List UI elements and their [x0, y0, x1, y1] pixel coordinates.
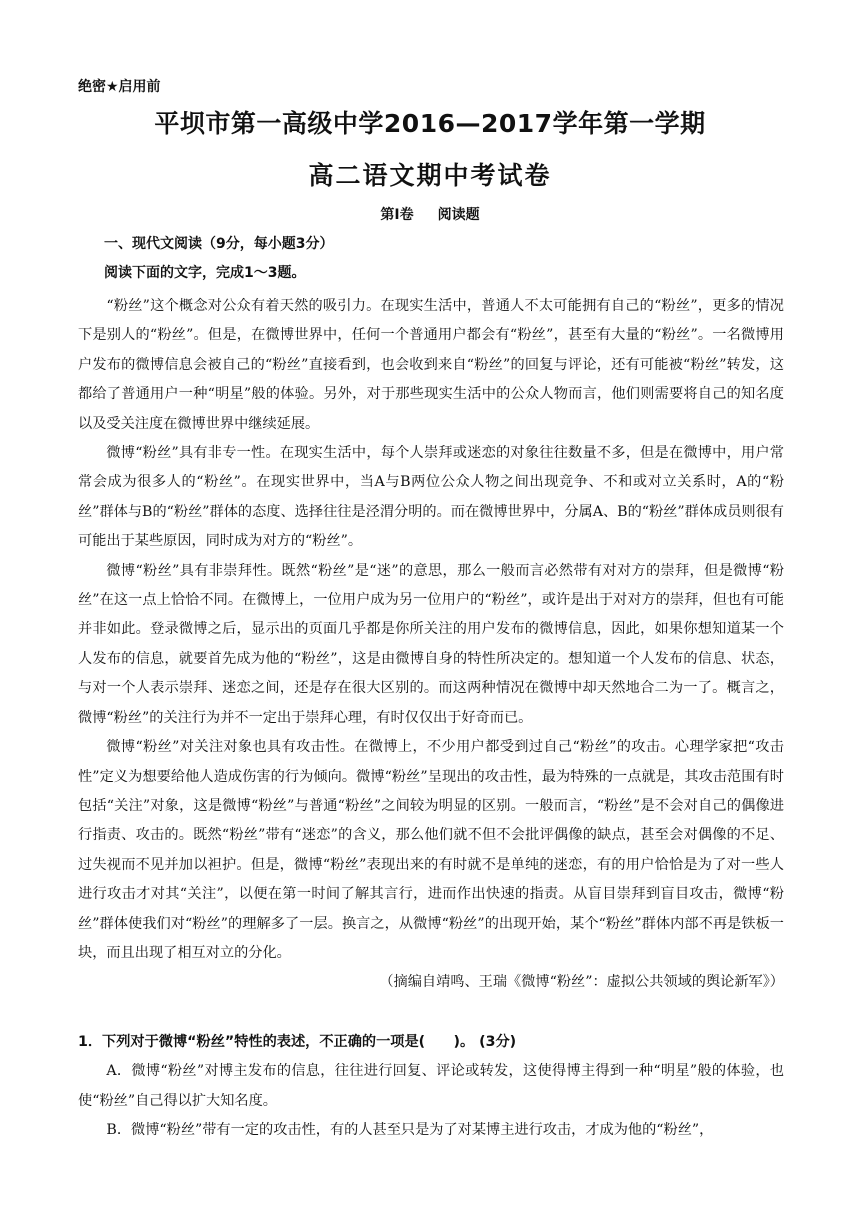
question-1-stem: 1．下列对于微博“粉丝”特性的表述，不正确的一项是( )。 (3分) — [78, 1034, 517, 1050]
volume-heading — [0, 204, 860, 224]
passage-paragraph: 微博“粉丝”对关注对象也具有攻击性。在微博上，不少用户都受到过自己“粉丝”的攻击。心理学家把“攻击性”定义为想要给他人造成伤害的行为倾向。微博“粉丝”呈现出的攻击性，最为特殊的一点就是，其攻击范围有时包括“关注”对象，这是微博“粉丝”与普通“粉丝”之间较为明显的区别。一般而言，“粉丝”是不会对自己的偶像进行指责、攻击的。既然“粉丝”带有“迷恋”的含义，那么他们就不但不会批评偶像的缺点，甚至会对偶像的不足、过失视而不见并加以袒护。但是，微博“粉丝”表现出来的有时就不是单纯的迷恋，有的用户恰恰是为了对一些人进行攻击才对其“关注”，以便在第一时间了解其言行，进而作出快速的指责。从盲目崇拜到盲目攻击，微博“粉丝”群体使我们对“粉丝”的理解多了一层。换言之，从微博“粉丝”的出现开始，某个“粉丝”群体内部不再是铁板一块，而且出现了相互对立的分化。 — [78, 739, 784, 961]
section-heading: 一、现代文阅读（9分，每小题3分） — [104, 236, 334, 252]
volume-name: 阅读题 — [437, 207, 480, 223]
passage-paragraph: 微博“粉丝”具有非专一性。在现实生活中，每个人崇拜或迷恋的对象往往数量不多，但是在微博中，用户常常会成为很多人的“粉丝”。在现实世界中，当A与B两位公众人物之间出现竞争、不和或对立关系时，A的“粉丝”群体与B的“粉丝”群体的态度、选择往往是泾渭分明的。而在微博世界中，分属A、B的“粉丝”群体成员则很有可能出于某些原因，同时成为对方的“粉丝”。 — [78, 445, 784, 550]
reading-instruction: 阅读下面的文字，完成1～3题。 — [104, 265, 306, 281]
reading-passage — [78, 292, 784, 998]
passage-source: （摘编自靖鸣、王瑞《微博“粉丝”：虚拟公共领域的舆论新军》） — [379, 974, 784, 991]
question-1 — [78, 1028, 784, 1146]
exam-title-subject: 高二语文期中考试卷 — [308, 161, 552, 190]
secret-label: 绝密★启用前 — [78, 79, 161, 95]
volume-number: 第Ⅰ卷 — [380, 207, 414, 223]
question-1-option-a: A．微博“粉丝”对博主发布的信息，往往进行回复、评论或转发，这使得博主得到一种“明星”般的体验，也使“粉丝”自己得以扩大知名度。 — [78, 1063, 784, 1109]
question-1-option-b: B．微博“粉丝”带有一定的攻击性，有的人甚至只是为了对某博主进行攻击，才成为他的“粉丝”， — [106, 1122, 714, 1139]
passage-paragraph: 微博“粉丝”具有非崇拜性。既然“粉丝”是“迷”的意思，那么一般而言必然带有对对方的崇拜，但是微博“粉丝”在这一点上恰恰不同。在微博上，一位用户成为另一位用户的“粉丝”，或许是出于对对方的崇拜，但也有可能并非如此。登录微博之后，显示出的页面几乎都是你所关注的用户发布的微博信息，因此，如果你想知道某一个人发布的信息，就要首先成为他的“粉丝”，这是由微博自身的特性所决定的。想知道一个人发布的信息、状态，与对一个人表示崇拜、迷恋之间，还是存在很大区别的。而这两种情况在微博中却天然地合二为一了。概言之，微博“粉丝”的关注行为并不一定出于崇拜心理，有时仅仅出于好奇而已。 — [78, 562, 784, 726]
passage-paragraph: “粉丝”这个概念对公众有着天然的吸引力。在现实生活中，普通人不太可能拥有自己的“粉丝”，更多的情况下是别人的“粉丝”。但是，在微博世界中，任何一个普通用户都会有“粉丝”，甚至有大量的“粉丝”。一名微博用户发布的微博信息会被自己的“粉丝”直接看到，也会收到来自“粉丝”的回复与评论，还有可能被“粉丝”转发，这都给了普通用户一种“明星”般的体验。另外，对于那些现实生活中的公众人物而言，他们则需要将自己的知名度以及受关注度在微博世界中继续延展。 — [78, 298, 784, 432]
exam-title-school: 平坝市第一高级中学2016—2017学年第一学期 — [154, 109, 706, 138]
